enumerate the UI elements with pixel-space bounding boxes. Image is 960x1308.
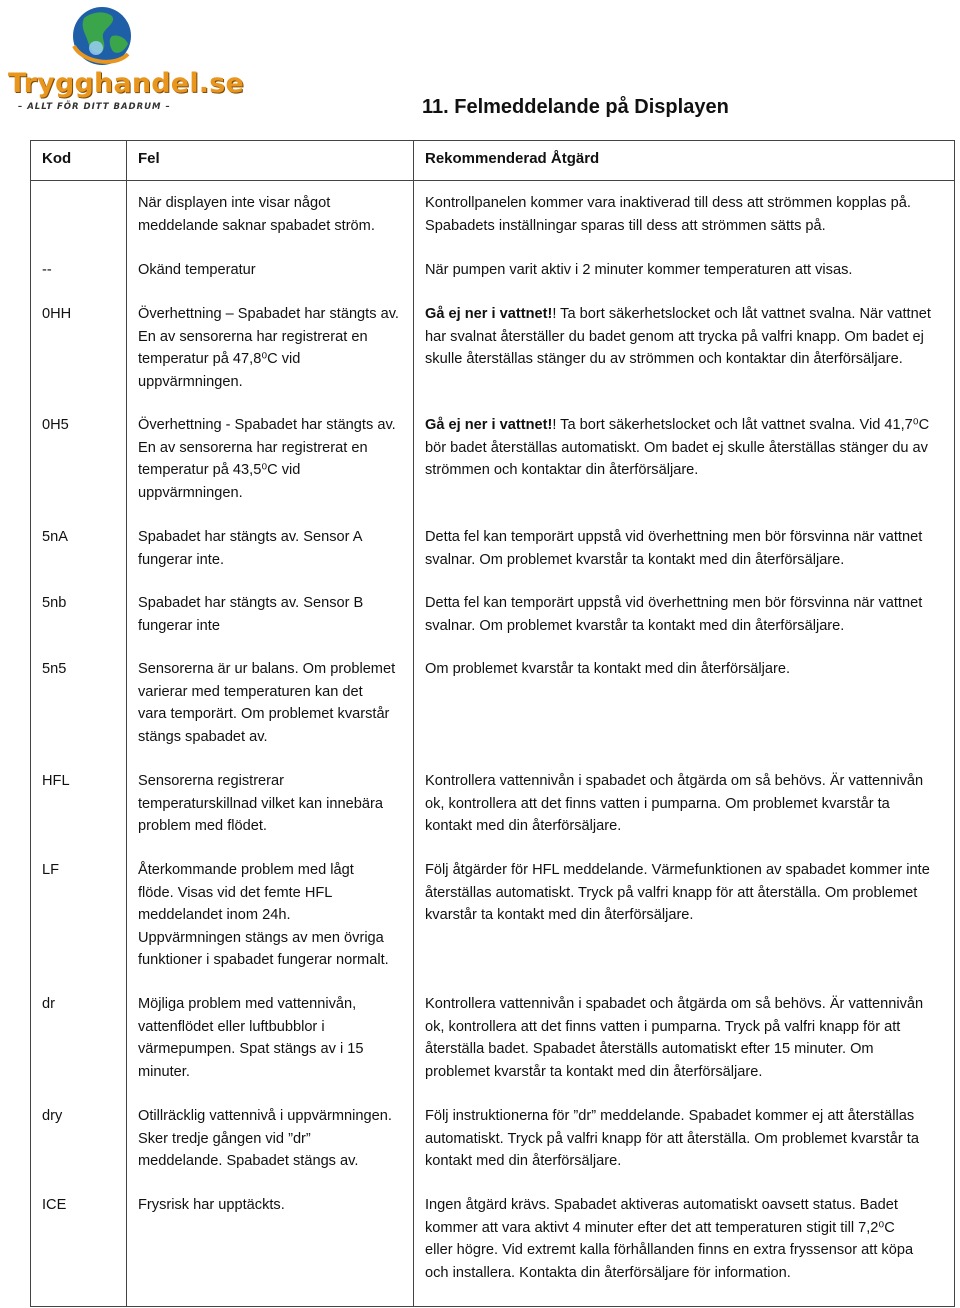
row-fault: Återkommande problem med lågt flöde. Visas vid det femte HFL meddelandet inom 24h. Uppvärmningen stängs av men övriga funktioner i spabadet fungerar normalt. xyxy=(138,862,389,968)
row-fault: Sensorerna registrerar temperaturskillnad vilket kan innebära problem med flödet. xyxy=(138,773,383,834)
row-code: 0HH xyxy=(42,306,72,322)
row-code: -- xyxy=(42,262,52,278)
row-action: Detta fel kan temporärt uppstå vid överhettning men bör försvinna när vattnet svalnar. Om problemet kvarstår ta kontakt med din återförsäljare. xyxy=(425,595,923,634)
row-fault: Spabadet har stängts av. Sensor B fungerar inte xyxy=(138,595,364,634)
row-action: Kontrollera vattennivån i spabadet och åtgärda om så behövs. Är vattennivån ok, kontrollera att det finns vatten i pumparna. Om problemet kvarstår ta kontakt med din återförsäljare. xyxy=(425,773,924,834)
row-action: Gå ej ner i vattnet!! Ta bort säkerhetslocket och låt vattnet svalna. Vid 41,7⁰C bör badet återställas automatiskt. Om badet ej skulle återställas stänger du av strömmen och kontaktar din återförsäljare. xyxy=(425,417,930,478)
row-action: Kontrollpanelen kommer vara inaktiverad till dess att strömmen kopplas på. Spabadets inställningar sparas till dess att strömmen sätts på. xyxy=(425,195,911,234)
row-code: 5nb xyxy=(42,595,67,611)
header-fault: Fel xyxy=(138,150,160,167)
header-action: Rekommenderad Åtgärd xyxy=(425,150,600,167)
row-action: Följ åtgärder för HFL meddelande. Värmefunktionen av spabadet kommer inte återställas automatiskt. Tryck på valfri knapp för att återställa. Om problemet kvarstår ta kontakt med din återförsäljare. xyxy=(425,862,930,923)
brand-name: Trygghandel.se xyxy=(8,68,245,99)
row-fault: Möjliga problem med vattennivån, vattenflödet eller luftbubblor i värmepumpen. Spat stängs av i 15 minuter. xyxy=(138,996,364,1080)
row-fault: Frysrisk har upptäckts. xyxy=(138,1197,285,1213)
header-code: Kod xyxy=(42,150,72,167)
row-action: När pumpen varit aktiv i 2 minuter kommer temperaturen att visas. xyxy=(425,262,853,278)
row-action: Följ instruktionerna för ”dr” meddelande. Spabadet kommer ej att återställas automatiskt. Tryck på valfri knapp för att återställa. Om problemet kvarstår ta kontakt med din återförsäljare. xyxy=(425,1108,919,1169)
row-action: Om problemet kvarstår ta kontakt med din återförsäljare. xyxy=(425,661,790,677)
row-action: Gå ej ner i vattnet!! Ta bort säkerhetslocket och låt vattnet svalna. När vattnet har svalnat återställer du badet genom att trycka på valfri knapp. Om badet ej skulle återställas stänger du av strömmen och kontaktar din återförsäljare. xyxy=(425,306,931,367)
globe-logo-icon xyxy=(4,2,134,72)
row-fault: När displayen inte visar något meddelande saknar spabadet ström. xyxy=(138,195,375,234)
row-fault: Okänd temperatur xyxy=(138,262,256,278)
row-code: 0H5 xyxy=(42,417,69,433)
row-code: HFL xyxy=(42,773,70,789)
row-fault: Otillräcklig vattennivå i uppvärmningen. Sker tredje gången vid ”dr” meddelande. Spabadet stängs av. xyxy=(138,1108,392,1169)
row-code: dry xyxy=(42,1108,63,1124)
brand-tagline: – ALLT FÖR DITT BADRUM – xyxy=(18,102,171,112)
row-action: Kontrollera vattennivån i spabadet och åtgärda om så behövs. Är vattennivån ok, kontrollera att det finns vatten i pumparna. Tryck på valfri knapp för att återställa badet. Spabadet återställs automatiskt efter 15 minuter. Om problemet kvarstår ta kontakt med din återförsäljare. xyxy=(425,996,924,1080)
row-action: Ingen åtgärd krävs. Spabadet aktiveras automatiskt oavsett status. Badet kommer att vara aktivt 4 minuter efter det att temperaturen stigit till 7,2⁰C eller högre. Vid extremt kalla förhållanden finns en extra fryssensor att köpa och installera. Kontakta din återförsäljare för information. xyxy=(425,1197,914,1281)
row-code: 5nA xyxy=(42,529,68,545)
brand-logo[interactable] xyxy=(4,2,245,120)
row-fault: Spabadet har stängts av. Sensor A fungerar inte. xyxy=(138,529,363,568)
header-divider xyxy=(30,180,955,181)
row-code: dr xyxy=(42,996,55,1012)
row-code: ICE xyxy=(42,1197,67,1213)
row-code: LF xyxy=(42,862,60,878)
row-code: 5n5 xyxy=(42,661,67,677)
column-divider-2 xyxy=(413,140,414,1307)
row-fault: Sensorerna är ur balans. Om problemet varierar med temperaturen kan det vara temporärt. Om problemet kvarstår stängs spabadet av. xyxy=(138,661,396,745)
page-title: 11. Felmeddelande på Displayen xyxy=(422,96,729,118)
row-fault: Överhettning - Spabadet har stängts av. En av sensorerna har registrerat en temperatur på 43,5⁰C vid uppvärmningen. xyxy=(138,417,396,501)
row-action: Detta fel kan temporärt uppstå vid överhettning men bör försvinna när vattnet svalnar. Om problemet kvarstår ta kontakt med din återförsäljare. xyxy=(425,529,923,568)
row-fault: Överhettning – Spabadet har stängts av. En av sensorerna har registrerat en temperatur på 47,8⁰C vid uppvärmningen. xyxy=(138,306,399,390)
